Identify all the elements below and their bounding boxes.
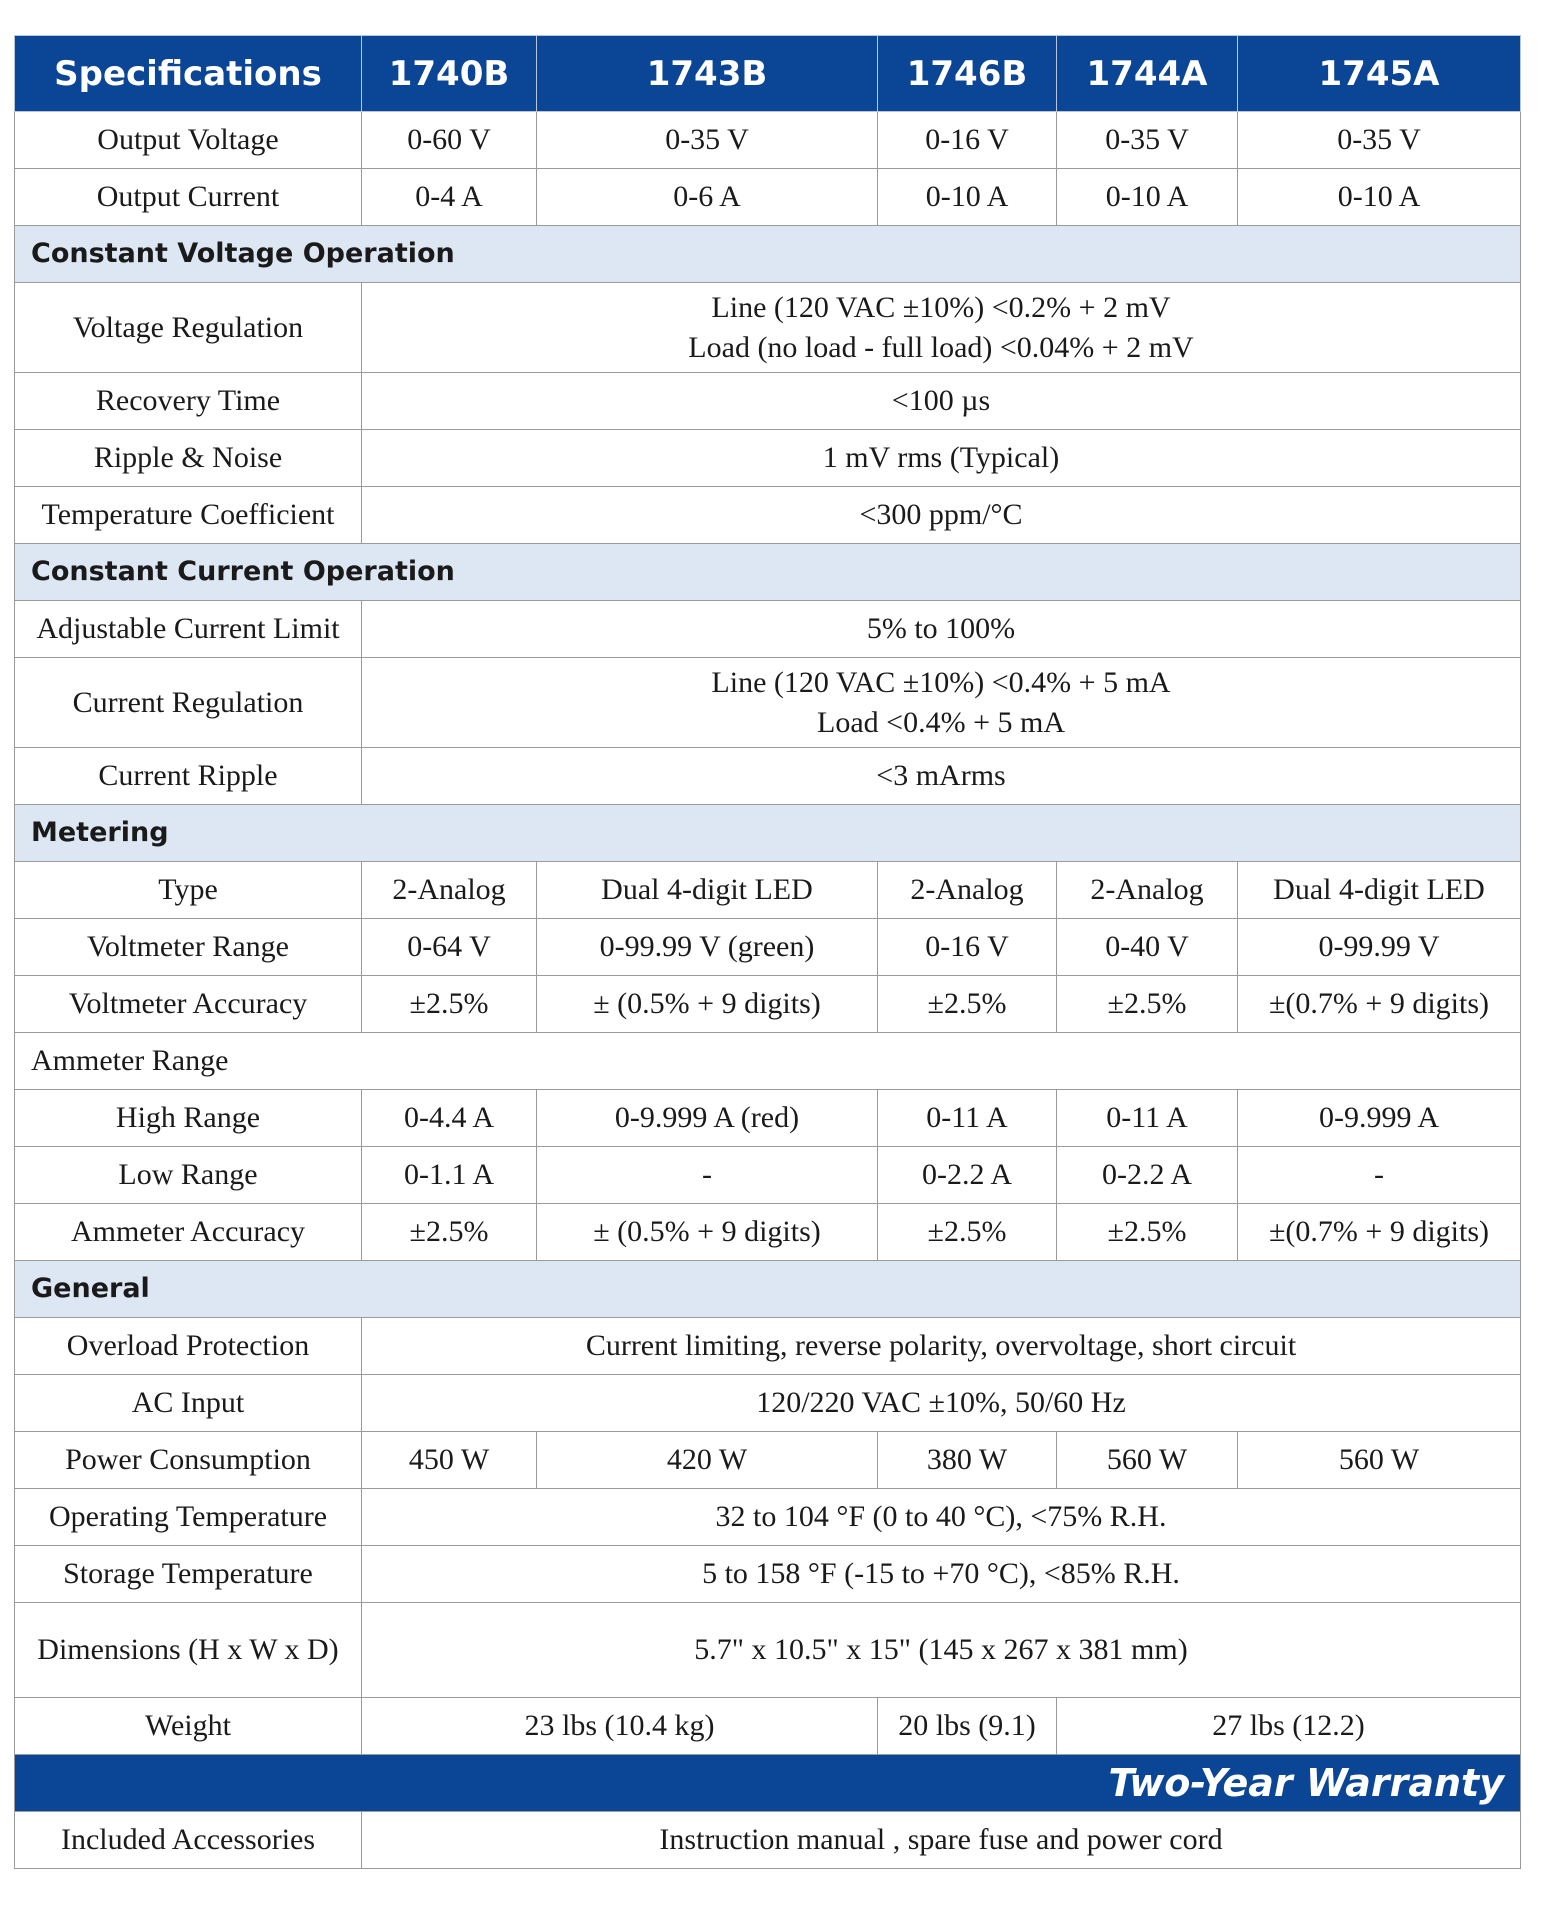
row-label: Operating Temperature	[15, 1489, 362, 1546]
row-label: Weight	[15, 1698, 362, 1755]
row-label: Voltmeter Accuracy	[15, 976, 362, 1033]
table-row	[15, 1432, 1521, 1489]
table-row	[15, 1698, 1521, 1755]
table-cell: 0-35 V	[1057, 112, 1238, 169]
table-row	[15, 1147, 1521, 1204]
table-cell: 560 W	[1057, 1432, 1238, 1489]
row-label: Recovery Time	[15, 373, 362, 430]
table-cell: 0-1.1 A	[362, 1147, 537, 1204]
header-model: 1745A	[1238, 36, 1521, 112]
table-cell: 0-35 V	[537, 112, 878, 169]
table-row	[15, 976, 1521, 1033]
row-label: Voltmeter Range	[15, 919, 362, 976]
row-label: Ripple & Noise	[15, 430, 362, 487]
table-cell: ±2.5%	[362, 976, 537, 1033]
cell-line: Load <0.4% + 5 mA	[817, 705, 1065, 739]
section-row	[15, 226, 1521, 283]
table-cell: ±2.5%	[878, 1204, 1057, 1261]
table-row	[15, 1033, 1521, 1090]
table-cell: 560 W	[1238, 1432, 1521, 1489]
table-row	[15, 487, 1521, 544]
row-label: Current Regulation	[15, 658, 362, 748]
table-cell: 0-99.99 V (green)	[537, 919, 878, 976]
table-row	[15, 1812, 1521, 1869]
table-cell: 0-60 V	[362, 112, 537, 169]
table-cell: ±2.5%	[1057, 1204, 1238, 1261]
table-cell: 0-10 A	[1057, 169, 1238, 226]
table-cell: -	[537, 1147, 878, 1204]
row-label: High Range	[15, 1090, 362, 1147]
row-label: Type	[15, 862, 362, 919]
table-cell: Current limiting, reverse polarity, overvoltage, short circuit	[362, 1318, 1521, 1375]
table-cell: ±2.5%	[362, 1204, 537, 1261]
table-row	[15, 1489, 1521, 1546]
section-title: General	[15, 1261, 1521, 1318]
row-label: Temperature Coefficient	[15, 487, 362, 544]
row-label: Included Accessories	[15, 1812, 362, 1869]
table-row	[15, 919, 1521, 976]
table-cell: Dual 4-digit LED	[1238, 862, 1521, 919]
table-row	[15, 430, 1521, 487]
table-row	[15, 862, 1521, 919]
row-label: Power Consumption	[15, 1432, 362, 1489]
table-cell: Instruction manual , spare fuse and power cord	[362, 1812, 1521, 1869]
section-row	[15, 805, 1521, 862]
table-cell: 2-Analog	[878, 862, 1057, 919]
table-row	[15, 1603, 1521, 1698]
table-cell: 5% to 100%	[362, 601, 1521, 658]
table-cell: ±(0.7% + 9 digits)	[1238, 976, 1521, 1033]
header-model: 1744A	[1057, 36, 1238, 112]
table-row	[15, 169, 1521, 226]
section-title: Metering	[15, 805, 1521, 862]
table-cell: ±2.5%	[1057, 976, 1238, 1033]
table-cell: 1 mV rms (Typical)	[362, 430, 1521, 487]
table-cell: -	[1238, 1147, 1521, 1204]
section-row	[15, 1261, 1521, 1318]
table-cell: 0-16 V	[878, 919, 1057, 976]
row-label: Low Range	[15, 1147, 362, 1204]
row-label: Current Ripple	[15, 748, 362, 805]
row-label: Output Voltage	[15, 112, 362, 169]
table-cell: 0-11 A	[878, 1090, 1057, 1147]
header-model: 1743B	[537, 36, 878, 112]
table-cell: 0-16 V	[878, 112, 1057, 169]
table-cell: 0-99.99 V	[1238, 919, 1521, 976]
table-cell: 0-6 A	[537, 169, 878, 226]
table-cell: 20 lbs (9.1)	[878, 1698, 1057, 1755]
row-label: Ammeter Accuracy	[15, 1204, 362, 1261]
cell-line: Load (no load - full load) <0.04% + 2 mV	[688, 330, 1194, 364]
table-cell: 420 W	[537, 1432, 878, 1489]
table-cell: 32 to 104 °F (0 to 40 °C), <75% R.H.	[362, 1489, 1521, 1546]
table-cell: ± (0.5% + 9 digits)	[537, 976, 878, 1033]
table-cell: 0-35 V	[1238, 112, 1521, 169]
row-label: Output Current	[15, 169, 362, 226]
row-label: AC Input	[15, 1375, 362, 1432]
table-row	[15, 283, 1521, 373]
table-cell: <3 mArms	[362, 748, 1521, 805]
table-row	[15, 658, 1521, 748]
table-row	[15, 1204, 1521, 1261]
table-cell: 0-64 V	[362, 919, 537, 976]
table-row	[15, 1090, 1521, 1147]
table-cell: 23 lbs (10.4 kg)	[362, 1698, 878, 1755]
table-row	[15, 373, 1521, 430]
table-header-row	[15, 36, 1521, 112]
header-specifications: Specifications	[15, 36, 362, 112]
header-model: 1746B	[878, 36, 1057, 112]
row-label: Adjustable Current Limit	[15, 601, 362, 658]
table-cell: 0-2.2 A	[1057, 1147, 1238, 1204]
table-row	[15, 748, 1521, 805]
table-cell: 0-40 V	[1057, 919, 1238, 976]
cell-line: Line (120 VAC ±10%) <0.2% + 2 mV	[711, 290, 1171, 324]
table-cell: ±(0.7% + 9 digits)	[1238, 1204, 1521, 1261]
table-cell: 27 lbs (12.2)	[1057, 1698, 1521, 1755]
table-cell: ± (0.5% + 9 digits)	[537, 1204, 878, 1261]
table-cell: 120/220 VAC ±10%, 50/60 Hz	[362, 1375, 1521, 1432]
table-cell: 2-Analog	[1057, 862, 1238, 919]
warranty-banner: Two-Year Warranty	[15, 1755, 1521, 1812]
row-label: Storage Temperature	[15, 1546, 362, 1603]
table-cell: 5.7" x 10.5" x 15" (145 x 267 x 381 mm)	[362, 1603, 1521, 1698]
table-cell	[362, 283, 1521, 373]
cell-line: Line (120 VAC ±10%) <0.4% + 5 mA	[711, 665, 1171, 699]
table-cell: <300 ppm/°C	[362, 487, 1521, 544]
table-cell: 0-4.4 A	[362, 1090, 537, 1147]
specifications-table	[14, 35, 1521, 1869]
table-cell: 0-10 A	[878, 169, 1057, 226]
row-label: Dimensions (H x W x D)	[15, 1603, 362, 1698]
table-cell: 0-9.999 A	[1238, 1090, 1521, 1147]
table-row	[15, 112, 1521, 169]
table-cell: 0-9.999 A (red)	[537, 1090, 878, 1147]
subsection-label: Ammeter Range	[15, 1033, 1521, 1090]
table-cell: 380 W	[878, 1432, 1057, 1489]
table-cell: 0-2.2 A	[878, 1147, 1057, 1204]
table-cell: 0-10 A	[1238, 169, 1521, 226]
table-cell: 0-4 A	[362, 169, 537, 226]
table-row	[15, 1546, 1521, 1603]
section-title: Constant Current Operation	[15, 544, 1521, 601]
table-cell: 2-Analog	[362, 862, 537, 919]
table-row	[15, 1318, 1521, 1375]
table-cell: 5 to 158 °F (-15 to +70 °C), <85% R.H.	[362, 1546, 1521, 1603]
table-cell: ±2.5%	[878, 976, 1057, 1033]
table-row	[15, 601, 1521, 658]
table-cell: 450 W	[362, 1432, 537, 1489]
header-model: 1740B	[362, 36, 537, 112]
warranty-row	[15, 1755, 1521, 1812]
section-title: Constant Voltage Operation	[15, 226, 1521, 283]
section-row	[15, 544, 1521, 601]
row-label: Overload Protection	[15, 1318, 362, 1375]
table-row	[15, 1375, 1521, 1432]
table-cell	[362, 658, 1521, 748]
table-cell: <100 µs	[362, 373, 1521, 430]
table-cell: Dual 4-digit LED	[537, 862, 878, 919]
table-cell: 0-11 A	[1057, 1090, 1238, 1147]
row-label: Voltage Regulation	[15, 283, 362, 373]
